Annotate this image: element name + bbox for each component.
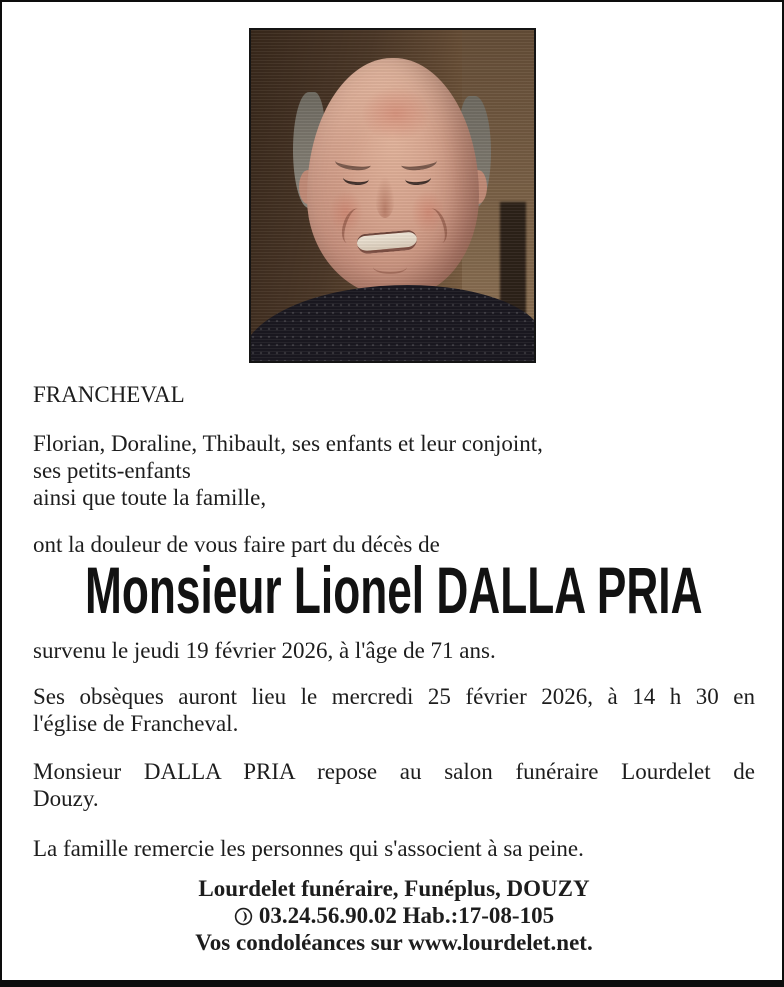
death-info-line: survenu le jeudi 19 février 2026, à l'âge de 71 ans. (33, 638, 496, 663)
repose-paragraph (33, 758, 755, 812)
phone-icon (234, 907, 253, 926)
repose-line: Monsieur DALLA PRIA repose au salon funéraire Lourdelet de (33, 759, 755, 784)
family-line: ses petits-enfants (33, 458, 191, 483)
portrait-forehead-flush (361, 86, 431, 142)
footer-condolences: Vos condoléances sur www.lourdelet.net. (195, 930, 593, 955)
footer-license: Hab.:17-08-105 (402, 903, 555, 928)
funeral-line: l'église de Francheval. (33, 711, 239, 736)
family-paragraph (33, 430, 755, 511)
funeral-home-footer (33, 875, 755, 956)
repose-line: Douzy. (33, 786, 99, 811)
family-line: Florian, Doraline, Thibault, ses enfants et leur conjoint, (33, 431, 543, 456)
portrait-nose (375, 176, 395, 218)
footer-phone: 03.24.56.90.02 (258, 903, 397, 928)
deceased-name: Monsieur Lionel DALLA PRIA (85, 553, 703, 627)
deceased-name-row (33, 553, 755, 627)
funeral-paragraph (33, 683, 755, 737)
city-heading: FRANCHEVAL (33, 382, 185, 407)
footer-phone-line (33, 902, 755, 929)
portrait-chin-crease (373, 260, 407, 274)
portrait-photo (249, 28, 536, 363)
notice-text-block (2, 381, 782, 956)
thanks-line: La famille remercie les personnes qui s'associent à sa peine. (33, 836, 584, 861)
portrait-shirt (249, 285, 536, 363)
funeral-home-name: Lourdelet funéraire, Funéplus, DOUZY (198, 876, 590, 901)
family-line: ainsi que toute la famille, (33, 485, 267, 510)
funeral-line: Ses obsèques auront lieu le mercredi 25 février 2026, à 14 h 30 en (33, 684, 755, 709)
intro-line: ont la douleur de vous faire part du décès de (33, 532, 440, 557)
